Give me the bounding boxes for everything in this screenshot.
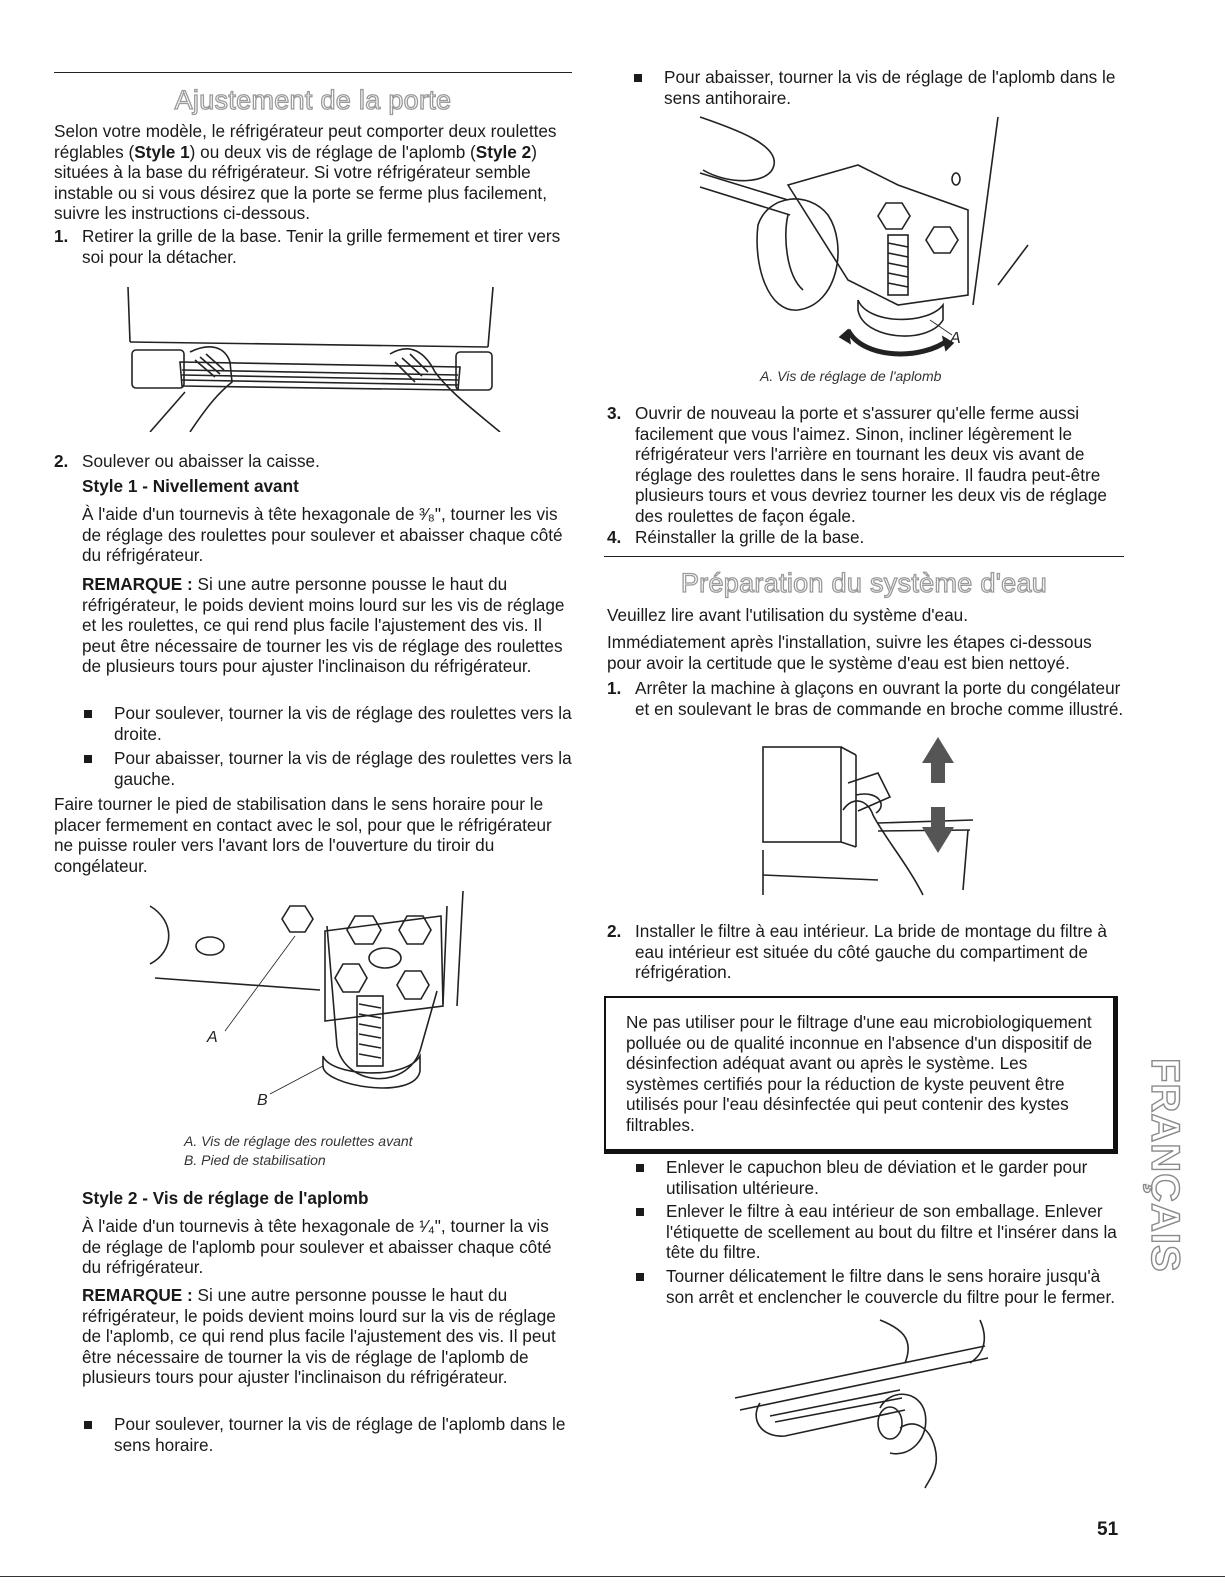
style1-paragraph: À l'aide d'un tournevis à tête hexagonale de ³⁄₈", tourner les vis de réglage des roulettes pour soulever et abaisser chaque côté du réfrigérateur. — [82, 504, 563, 566]
bullet-unpack-filter: Enlever le filtre à eau intérieur de son emballage. Enlever l'étiquette de scellement au bout du filtre et l'insérer dans la tête du filtre. — [634, 1201, 1124, 1263]
remark1-paragraph: REMARQUE : Si une autre personne pousse le haut du réfrigérateur, le poids devient moins lourd sur les vis de réglage et les roulettes, ce qui rend plus facile l'ajustement des vis. Il peut être nécessaire de tourner les vis de réglage des roulettes de plusieurs tours pour ajuster l'inclinaison du réfrigérateur. — [82, 574, 565, 677]
stabilizer-paragraph: Faire tourner le pied de stabilisation dans le sens horaire pour le placer fermement en contact avec le sol, pour que le réfrigérateur ne puisse rouler vers l'avant lors de l'ouverture du tiroir du congélateur. — [54, 794, 552, 876]
language-side-tab — [1138, 1050, 1188, 1340]
remark2-paragraph: REMARQUE : Si une autre personne pousse le haut du réfrigérateur, le poids devient moins lourd sur la vis de réglage de l'aplomb, ce qui rend plus facile l'ajustement des vis. Il peut être nécessaire de tourner la vis de réglage de l'aplomb de plusieurs tours pour ajuster l'inclinaison du réfrigérateur. — [82, 1285, 556, 1388]
leveling-screw-illustration — [698, 115, 1038, 365]
bullet-turn-filter: Tourner délicatement le filtre dans le sens horaire jusqu'à son arrêt et enclencher le couvercle du filtre pour le fermer. — [634, 1266, 1124, 1307]
caption-fig2-a: A. Vis de réglage des roulettes avant — [184, 1133, 413, 1149]
ice-maker-illustration — [758, 735, 978, 905]
caption-fig2-b: B. Pied de stabilisation — [184, 1152, 326, 1168]
step-number: 1. — [607, 678, 622, 698]
step-3: 3. Ouvrir de nouveau la porte et s'assurer qu'elle ferme aussi facilement que vous l'aimez. Sinon, incliner légèrement le réfrigérateur vers l'arrière en tournant les deux vis avant de réglage des roulettes dans le sens horaire. Il faudra peut-être plusieurs tours et vous devriez tourner les deux vis de réglage des roulettes de façon égale. — [607, 403, 1107, 526]
bullet-raise-rollers: Pour soulever, tourner la vis de réglage des roulettes vers la droite. — [82, 703, 572, 744]
bullet-raise-leveling: Pour soulever, tourner la vis de réglage de l'aplomb dans le sens horaire. — [82, 1414, 572, 1455]
caption-fig3: A. Vis de réglage de l'aplomb — [760, 368, 942, 384]
water-intro-1: Veuillez lire avant l'utilisation du système d'eau. — [607, 605, 969, 625]
roller-screw-illustration — [145, 886, 480, 1106]
section-title-door-adjustment: Ajustement de la porte — [174, 85, 452, 115]
bullet-lower-rollers: Pour abaisser, tourner la vis de réglage des roulettes vers la gauche. — [82, 748, 572, 789]
step-2: 2. Soulever ou abaisser la caisse. — [54, 451, 320, 471]
water-intro-2: Immédiatement après l'installation, suivre les étapes ci-dessous pour avoir la certitude que le système d'eau est bien nettoyé. — [607, 632, 1092, 673]
up-down-arrow-icon — [922, 737, 954, 853]
step-1: 1. Retirer la grille de la base. Tenir la grille fermement et tirer vers soi pour la détacher. — [54, 226, 561, 267]
bottom-rule — [0, 1576, 1225, 1577]
warning-text: Ne pas utiliser pour le filtrage d'une eau microbiologiquement polluée ou de qualité inconnue en l'absence d'un dispositif de désinfection adéquat avant ou après le système. Les systèmes certifiés pour la réduction de kyste peuvent être utilisés pour l'eau désinfectée qui peut contenir des kystes filtrables. — [626, 1012, 1093, 1135]
bullet-square-icon — [84, 710, 92, 718]
warning-box — [604, 996, 1118, 1154]
step-number: 3. — [607, 403, 622, 423]
bullet-square-icon — [636, 1164, 644, 1172]
bullet-square-icon — [84, 755, 92, 763]
fig2-label-a: A — [207, 1029, 218, 1046]
water-filter-illustration — [730, 1318, 1000, 1493]
top-rule-left — [54, 72, 572, 73]
intro-paragraph: Selon votre modèle, le réfrigérateur peut comporter deux roulettes réglables (Style 1) ou deux vis de réglage de l'aplomb (Style 2) situées à la base du réfrigérateur. Si votre réfrigérateur semble instable ou si vous désirez que la porte se ferme plus facilement, suivre les instructions ci-dessous. — [54, 121, 557, 224]
bullet-lower-leveling: Pour abaisser, tourner la vis de réglage de l'aplomb dans le sens antihoraire. — [632, 67, 1124, 108]
style2-paragraph: À l'aide d'un tournevis à tête hexagonale de ¹⁄₄", tourner la vis de réglage de l'aplomb pour soulever et abaisser chaque côté du réfrigérateur. — [82, 1216, 552, 1278]
step-number: 2. — [54, 451, 69, 471]
fig2-label-b: B — [257, 1092, 268, 1106]
style1-heading: Style 1 - Nivellement avant — [82, 476, 299, 496]
step-4: 4. Réinstaller la grille de la base. — [607, 527, 865, 547]
water-step-1: 1. Arrêter la machine à glaçons en ouvrant la porte du congélateur et en soulevant le bras de commande en broche comme illustré. — [607, 678, 1124, 719]
base-grille-illustration — [120, 282, 505, 432]
bullet-square-icon — [84, 1421, 92, 1429]
step-number: 4. — [607, 527, 622, 547]
bullet-square-icon — [636, 1273, 644, 1281]
page-number: 51 — [1097, 1519, 1119, 1540]
fig3-label-a: A — [950, 330, 961, 347]
section-rule-right — [604, 556, 1124, 557]
section-title-water-system: Préparation du système d'eau — [680, 568, 1048, 598]
bullet-square-icon — [636, 1208, 644, 1216]
water-step-2: 2. Installer le filtre à eau intérieur. La bride de montage du filtre à eau intérieur est située du côté gauche du compartiment de réfrigération. — [607, 921, 1107, 983]
bullet-remove-cap: Enlever le capuchon bleu de déviation et le garder pour utilisation ultérieure. — [634, 1157, 1124, 1198]
bullet-square-icon — [634, 74, 642, 82]
step-number: 2. — [607, 921, 622, 941]
language-side-tab-text: FRANÇAIS — [1143, 1058, 1187, 1273]
style2-heading: Style 2 - Vis de réglage de l'aplomb — [82, 1188, 369, 1208]
step-number: 1. — [54, 226, 69, 246]
